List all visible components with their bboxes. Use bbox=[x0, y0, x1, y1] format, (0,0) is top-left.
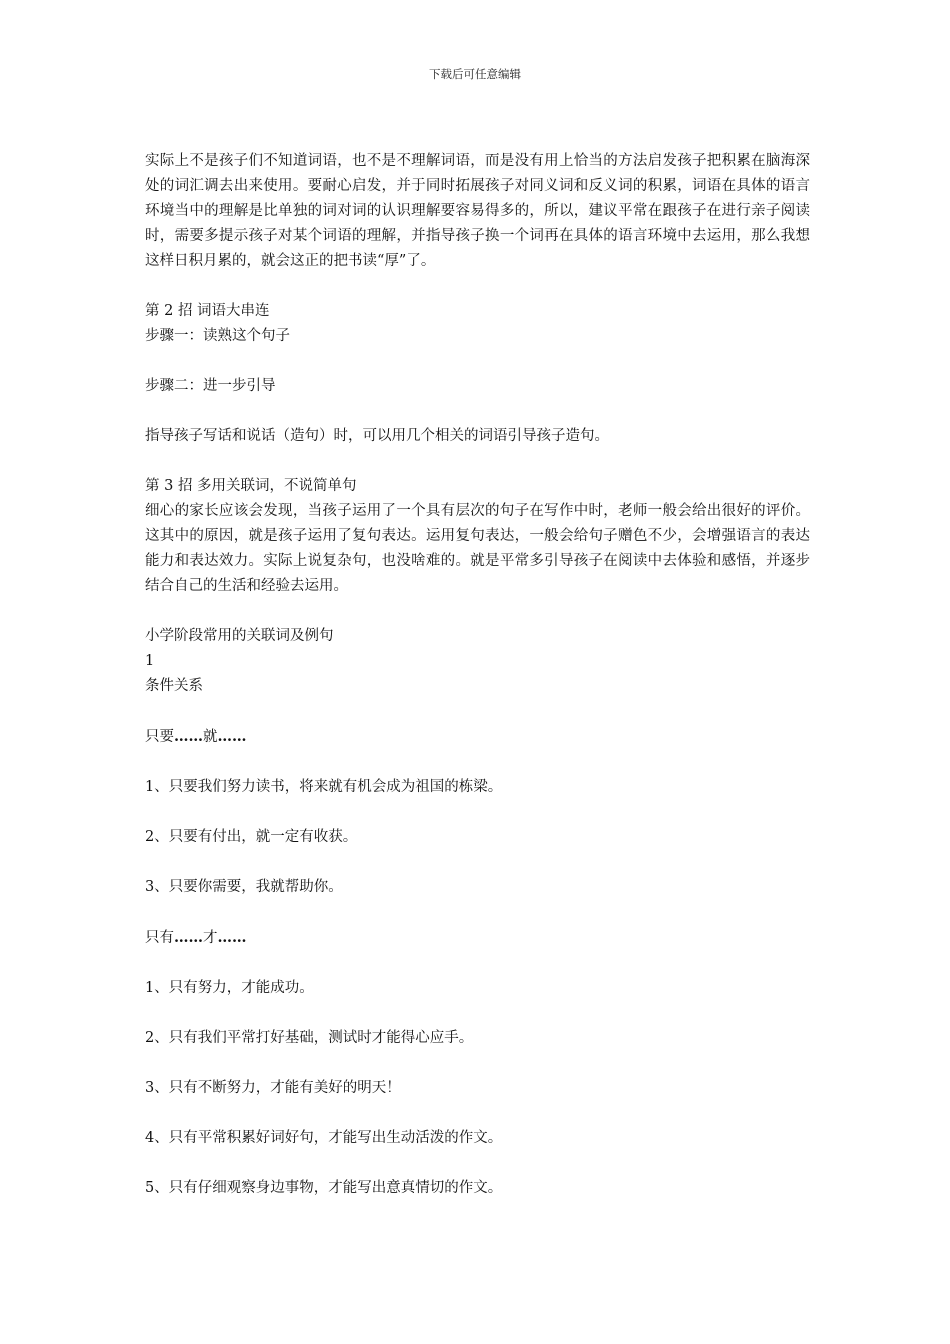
section-2-title: 第 2 招 词语大串连 bbox=[145, 303, 270, 319]
connectives-category: 条件关系 bbox=[145, 678, 203, 694]
section-2-guide: 指导孩子写话和说话（造句）时，可以用几个相关的词语引导孩子造句。 bbox=[145, 428, 609, 444]
connectives-number: 1 bbox=[145, 653, 155, 669]
connectives-title: 小学阶段常用的关联词及例句 bbox=[145, 628, 334, 644]
section-3-title: 第 3 招 多用关联词，不说简单句 bbox=[145, 478, 357, 494]
example-sentence: 3、只有不断努力，才能有美好的明天！ bbox=[145, 1080, 401, 1096]
pattern-heading-zhiyou bbox=[145, 925, 810, 951]
pattern-word: 只要 bbox=[145, 729, 174, 745]
section-3-paragraph: 细心的家长应该会发现，当孩子运用了一个具有层次的句子在写作中时，老师一般会给出很好的评价。这其中的原因，就是孩子运用了复句表达。运用复句表达，一般会给句子赠色不少，会增强语言的表达能力和表达效力。实际上说复杂句，也没啥难的。就是平常多引导孩子在阅读中去体验和感悟，并逐步结合自己的生活和经验去运用。 bbox=[145, 503, 810, 594]
pattern-ellipsis: …… bbox=[217, 728, 247, 745]
example-sentence: 1、只要我们努力读书，将来就有机会成为祖国的栋梁。 bbox=[145, 779, 503, 795]
pattern-ellipsis: …… bbox=[217, 929, 247, 946]
example-sentence: 3、只要你需要，我就帮助你。 bbox=[145, 879, 343, 895]
example-sentence: 5、只有仔细观察身边事物，才能写出意真情切的作文。 bbox=[145, 1180, 503, 1196]
document-body bbox=[145, 149, 810, 1201]
pattern-ellipsis: …… bbox=[174, 929, 203, 946]
pattern-ellipsis: …… bbox=[174, 728, 203, 745]
example-sentence: 2、只有我们平常打好基础，测试时才能得心应手。 bbox=[145, 1030, 474, 1046]
pattern-word: 只有 bbox=[145, 930, 174, 946]
pattern-word: 就 bbox=[203, 729, 218, 745]
example-sentence: 2、只要有付出，就一定有收获。 bbox=[145, 829, 358, 845]
intro-paragraph: 实际上不是孩子们不知道词语，也不是不理解词语，而是没有用上恰当的方法启发孩子把积累在脑海深处的词汇调去出来使用。要耐心启发，并于同时拓展孩子对同义词和反义词的积累，词语在具体的语言环境当中的理解是比单独的词对词的认识理解要容易得多的，所以，建议平常在跟孩子在进行亲子阅读时，需要多提示孩子对某个词语的理解，并指导孩子换一个词再在具体的语言环境中去运用，那么我想这样日积月累的，就会这正的把书读“厚”了。 bbox=[145, 153, 810, 269]
page-header: 下载后可任意编辑 bbox=[429, 67, 521, 81]
pattern-heading-zhiyao bbox=[145, 724, 810, 750]
example-sentence: 1、只有努力，才能成功。 bbox=[145, 980, 314, 996]
section-2-step-2: 步骤二：进一步引导 bbox=[145, 378, 276, 394]
pattern-word: 才 bbox=[203, 930, 218, 946]
section-2-step-1: 步骤一：读熟这个句子 bbox=[145, 328, 290, 344]
example-sentence: 4、只有平常积累好词好句，才能写出生动活泼的作文。 bbox=[145, 1130, 503, 1146]
